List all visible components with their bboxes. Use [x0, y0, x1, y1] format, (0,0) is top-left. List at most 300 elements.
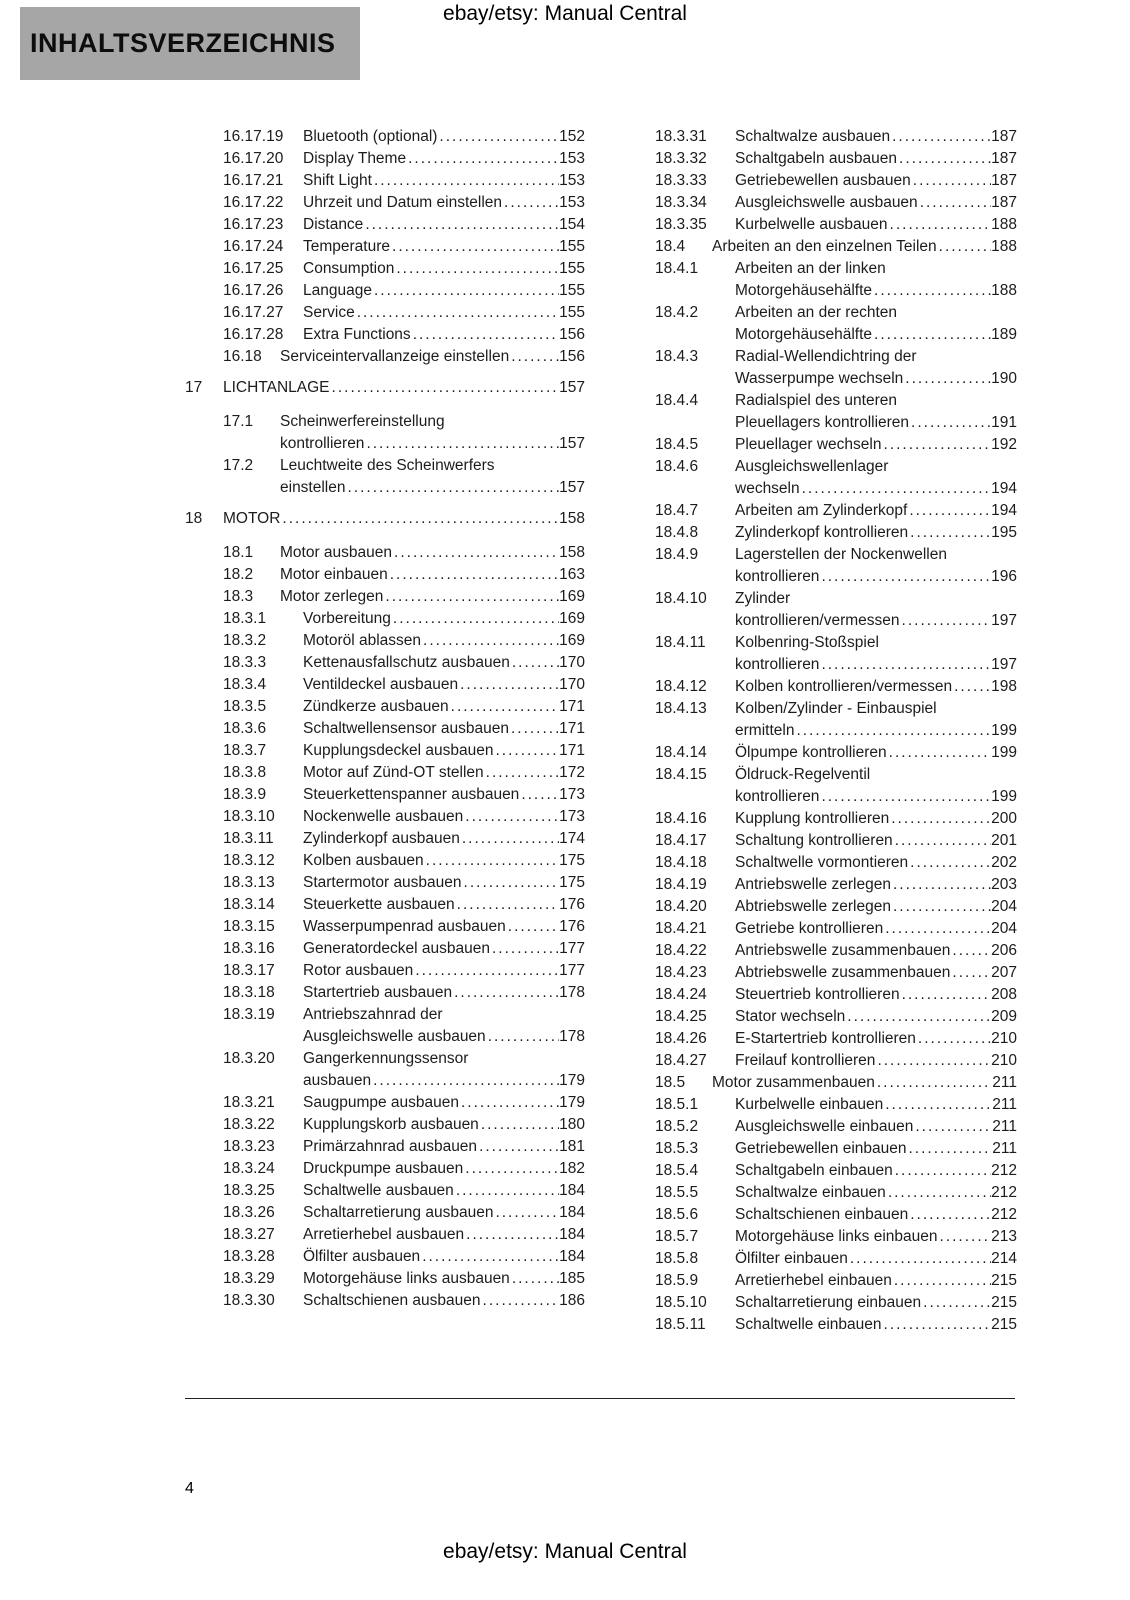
- toc-page-number: 157: [559, 379, 585, 396]
- toc-entry-title: Primärzahnrad ausbauen: [303, 1138, 478, 1155]
- toc-entry: [617, 390, 1017, 434]
- toc-entry: [185, 894, 585, 916]
- toc-entry: [185, 236, 585, 258]
- toc-page-number: 155: [559, 260, 585, 277]
- toc-entry-number: 18.4.15: [655, 766, 707, 783]
- toc-page-number: 199: [991, 744, 1017, 761]
- toc-leader-dots: [890, 126, 991, 148]
- toc-page-number: 214: [991, 1250, 1017, 1267]
- toc-entry-last-line: [735, 1314, 1017, 1336]
- toc-entry-last-line: [735, 1270, 1017, 1292]
- toc-page-number: 156: [559, 326, 585, 343]
- toc-entry-number: 18.3.34: [655, 194, 707, 211]
- toc-entry-last-line: [735, 1116, 1017, 1138]
- toc-entry: [185, 1202, 585, 1224]
- toc-entry-number: 18.3.2: [223, 632, 267, 649]
- toc-entry: [185, 1158, 585, 1180]
- toc-entry: [617, 1094, 1017, 1116]
- toc-page-number: 156: [559, 348, 585, 365]
- toc-page-number: 200: [991, 810, 1017, 827]
- toc-entry: [617, 346, 1017, 390]
- toc-entry-title: Stator wechseln: [735, 1008, 846, 1025]
- toc-entry-number: 18.3.28: [223, 1248, 275, 1265]
- toc-heading-label: INHALTSVERZEICHNIS: [30, 28, 336, 58]
- toc-entry-title: Abtriebswelle zusammenbauen: [735, 964, 951, 981]
- toc-entry-title: Steuerkette ausbauen: [303, 896, 455, 913]
- toc-entry-title-line: Antriebszahnrad der: [303, 1006, 443, 1023]
- toc-entry-last-line: [303, 630, 585, 652]
- toc-entry: [185, 411, 585, 455]
- toc-entry: [617, 852, 1017, 874]
- toc-entry: [185, 1092, 585, 1114]
- toc-entry: [617, 258, 1017, 302]
- toc-leader-dots: [897, 148, 991, 170]
- toc-entry: [617, 1006, 1017, 1028]
- toc-leader-dots: [875, 1050, 991, 1072]
- toc-entry-number: 18.4.11: [655, 634, 706, 651]
- toc-entry-title-line: Ausgleichswellenlager: [735, 458, 889, 475]
- toc-entry-title: Schaltung kontrollieren: [735, 832, 893, 849]
- toc-leader-dots: [916, 1028, 991, 1050]
- toc-entry-title: Steuertrieb kontrollieren: [735, 986, 900, 1003]
- toc-entry-title: Wasserpumpenrad ausbauen: [303, 918, 506, 935]
- toc-entry-last-line: [303, 324, 585, 346]
- toc-entry-title-line: Lagerstellen der Nockenwellen: [735, 546, 947, 563]
- toc-page-number: 199: [991, 722, 1017, 739]
- toc-content: [185, 126, 1017, 1336]
- toc-entry: [185, 1180, 585, 1202]
- toc-column-left: [185, 126, 585, 1336]
- toc-entry-title: Arretierhebel ausbauen: [303, 1226, 465, 1243]
- toc-leader-dots: [918, 192, 991, 214]
- toc-entry-title: kontrollieren: [735, 568, 820, 585]
- toc-entry-title: Shift Light: [303, 172, 372, 189]
- toc-page-number: 184: [559, 1248, 585, 1265]
- toc-entry-number: 18.3.19: [223, 1006, 275, 1023]
- toc-entry-last-line: [223, 377, 585, 399]
- toc-entry-title: Pleuellager wechseln: [735, 436, 882, 453]
- toc-entry-title: Kupplung kontrollieren: [735, 810, 890, 827]
- toc-entry: [617, 544, 1017, 588]
- toc-entry-title: Motor zerlegen: [280, 588, 384, 605]
- toc-entry-last-line: [303, 1070, 585, 1092]
- toc-entry-last-line: [280, 433, 585, 455]
- toc-entry-last-line: [303, 1224, 585, 1246]
- toc-entry-number: 16.17.20: [223, 150, 284, 167]
- toc-entry: [617, 632, 1017, 676]
- toc-entry-last-line: [735, 500, 1017, 522]
- toc-page-number: 194: [991, 502, 1017, 519]
- toc-entry-number: 18.4.13: [655, 700, 707, 717]
- toc-entry-last-line: [735, 1050, 1017, 1072]
- toc-page-number: 187: [991, 128, 1017, 145]
- toc-entry-title: wechseln: [735, 480, 800, 497]
- toc-entry-last-line: [735, 610, 1017, 632]
- toc-entry-title: Motor auf Zünd-OT stellen: [303, 764, 484, 781]
- toc-page-number: 201: [991, 832, 1017, 849]
- toc-leader-dots: [819, 786, 991, 808]
- toc-entry-last-line: [303, 1268, 585, 1290]
- toc-entry: [185, 630, 585, 652]
- toc-leader-dots: [490, 938, 559, 960]
- toc-entry-last-line: [735, 852, 1017, 874]
- toc-entry-last-line: [735, 434, 1017, 456]
- toc-entry: [617, 434, 1017, 456]
- toc-entry: [185, 674, 585, 696]
- toc-entry-number: 18.4.17: [655, 832, 707, 849]
- toc-page-number: 163: [559, 566, 585, 583]
- toc-entry: [185, 258, 585, 280]
- toc-page-number: 187: [991, 194, 1017, 211]
- toc-page-number: 206: [991, 942, 1017, 959]
- toc-leader-dots: [493, 740, 559, 762]
- toc-entry-title: Ausgleichswelle ausbauen: [735, 194, 918, 211]
- toc-page-number: 175: [559, 852, 585, 869]
- toc-leader-dots: [893, 830, 991, 852]
- toc-leader-dots: [891, 896, 991, 918]
- toc-entry-number: 17.2: [223, 457, 254, 474]
- toc-leader-dots: [411, 324, 559, 346]
- toc-entry: [185, 586, 585, 608]
- toc-entry-title: kontrollieren: [735, 656, 820, 673]
- toc-leader-dots: [486, 1026, 559, 1048]
- toc-leader-dots: [819, 566, 991, 588]
- toc-entry-title: MOTOR: [223, 510, 281, 527]
- toc-entry-number: 18.3.15: [223, 918, 275, 935]
- toc-entry: [185, 1268, 585, 1290]
- toc-entry-last-line: [303, 894, 585, 916]
- toc-entry: [185, 324, 585, 346]
- toc-page-number: 179: [559, 1094, 585, 1111]
- toc-entry-last-line: [303, 850, 585, 872]
- toc-entry-last-line: [303, 214, 585, 236]
- toc-entry: [617, 698, 1017, 742]
- toc-leader-dots: [363, 214, 559, 236]
- toc-entry-last-line: [303, 1092, 585, 1114]
- toc-entry-title: Kurbelwelle ausbauen: [735, 216, 888, 233]
- toc-page-number: 211: [992, 1140, 1017, 1157]
- toc-entry: [617, 192, 1017, 214]
- toc-entry-title: Getriebewellen einbauen: [735, 1140, 907, 1157]
- toc-leader-dots: [938, 1226, 992, 1248]
- toc-leader-dots: [460, 828, 559, 850]
- toc-page-number: 215: [991, 1316, 1017, 1333]
- toc-leader-dots: [907, 500, 991, 522]
- toc-page-number: 185: [559, 1270, 585, 1287]
- toc-entry-title: Freilauf kontrollieren: [735, 1052, 876, 1069]
- toc-entry-title-line: Arbeiten an der rechten: [735, 304, 897, 321]
- toc-leader-dots: [372, 280, 559, 302]
- toc-entry-title: Display Theme: [303, 150, 407, 167]
- toc-leader-dots: [913, 1116, 991, 1138]
- toc-page-number: 210: [991, 1052, 1017, 1069]
- toc-page-number: 213: [991, 1228, 1017, 1245]
- toc-entry-title-line: Kolben/Zylinder - Einbauspiel: [735, 700, 937, 717]
- toc-entry-title: Antriebswelle zusammenbauen: [735, 942, 951, 959]
- toc-page-number: 197: [991, 612, 1017, 629]
- toc-page-number: 173: [559, 808, 585, 825]
- toc-entry-number: 18.4.12: [655, 678, 707, 695]
- toc-entry-title: ausbauen: [303, 1072, 372, 1089]
- toc-entry-last-line: [735, 280, 1017, 302]
- toc-leader-dots: [510, 1268, 559, 1290]
- toc-entry-number: 18.3.27: [223, 1226, 275, 1243]
- toc-leader-dots: [371, 1070, 559, 1092]
- toc-entry-last-line: [735, 170, 1017, 192]
- toc-entry-title: Motorgehäuse links einbauen: [735, 1228, 938, 1245]
- toc-entry-title: Zündkerze ausbauen: [303, 698, 449, 715]
- toc-entry: [617, 676, 1017, 698]
- toc-entry-title: Distance: [303, 216, 364, 233]
- toc-entry: [617, 1270, 1017, 1292]
- toc-page-number: 215: [991, 1272, 1017, 1289]
- toc-page-number: 198: [991, 678, 1017, 695]
- toc-entry-title: E-Startertrieb kontrollieren: [735, 1030, 916, 1047]
- toc-entry: [617, 302, 1017, 346]
- toc-page-number: 196: [991, 568, 1017, 585]
- toc-entry-number: 18.3.5: [223, 698, 267, 715]
- toc-entry-number: 18.3.26: [223, 1204, 275, 1221]
- toc-entry-number: 18.4.25: [655, 1008, 707, 1025]
- toc-entry: [185, 170, 585, 192]
- toc-entry-last-line: [735, 214, 1017, 236]
- toc-entry-last-line: [735, 830, 1017, 852]
- toc-page-number: 190: [991, 370, 1017, 387]
- toc-entry: [617, 456, 1017, 500]
- toc-entry-number: 18.3.6: [223, 720, 267, 737]
- toc-page-number: 177: [559, 962, 585, 979]
- toc-entry-number: 18.3: [223, 588, 254, 605]
- toc-entry-number: 18.4.18: [655, 854, 707, 871]
- toc-entry-number: 18.5.8: [655, 1250, 699, 1267]
- toc-entry-number: 18.5.4: [655, 1162, 699, 1179]
- toc-entry-number: 18.3.20: [223, 1050, 275, 1067]
- toc-leader-dots: [346, 477, 560, 499]
- toc-leader-dots: [900, 610, 991, 632]
- toc-entry-number: 18.3.3: [223, 654, 267, 671]
- toc-entry-last-line: [735, 522, 1017, 544]
- toc-entry-number: 18.3.32: [655, 150, 707, 167]
- toc-entry-last-line: [303, 126, 585, 148]
- toc-entry-last-line: [735, 676, 1017, 698]
- toc-leader-dots: [437, 126, 559, 148]
- toc-entry-number: 18.4.27: [655, 1052, 707, 1069]
- toc-entry-number: 18.5.9: [655, 1272, 699, 1289]
- toc-entry-last-line: [712, 1072, 1017, 1094]
- toc-page-number: 179: [559, 1072, 585, 1089]
- toc-entry: [617, 500, 1017, 522]
- toc-entry-last-line: [303, 916, 585, 938]
- toc-leader-dots: [477, 1136, 559, 1158]
- toc-entry-last-line: [303, 1246, 585, 1268]
- toc-entry-title: Schaltgabeln ausbauen: [735, 150, 898, 167]
- toc-entry-number: 18.5.1: [655, 1096, 699, 1113]
- toc-page-number: 211: [992, 1118, 1017, 1135]
- toc-entry: [185, 1290, 585, 1312]
- toc-entry-last-line: [303, 608, 585, 630]
- toc-entry-title: Ausgleichswelle ausbauen: [303, 1028, 486, 1045]
- toc-leader-dots: [908, 522, 991, 544]
- toc-entry-title: Getriebewellen ausbauen: [735, 172, 911, 189]
- toc-entry-last-line: [735, 962, 1017, 984]
- toc-page-number: 187: [991, 150, 1017, 167]
- toc-entry-title: Getriebe kontrollieren: [735, 920, 884, 937]
- toc-entry: [185, 762, 585, 784]
- toc-entry-last-line: [303, 762, 585, 784]
- toc-entry: [185, 1246, 585, 1268]
- toc-entry-last-line: [303, 718, 585, 740]
- toc-leader-dots: [903, 368, 991, 390]
- toc-entry-title: ermitteln: [735, 722, 795, 739]
- toc-page-number: 202: [991, 854, 1017, 871]
- toc-leader-dots: [464, 1224, 559, 1246]
- toc-page-number: 158: [559, 544, 585, 561]
- toc-leader-dots: [390, 236, 559, 258]
- toc-page-number: 203: [991, 876, 1017, 893]
- toc-entry: [617, 874, 1017, 896]
- toc-page-number: 169: [559, 588, 585, 605]
- toc-entry-title: Arbeiten an den einzelnen Teilen: [712, 238, 937, 255]
- toc-entry-last-line: [303, 982, 585, 1004]
- toc-entry-number: 18.3.30: [223, 1292, 275, 1309]
- toc-leader-dots: [421, 630, 559, 652]
- toc-page-number: 184: [559, 1182, 585, 1199]
- toc-entry: [185, 302, 585, 324]
- toc-entry: [185, 916, 585, 938]
- toc-entry-number: 18.3.17: [223, 962, 275, 979]
- toc-entry: [185, 508, 585, 530]
- toc-entry: [185, 850, 585, 872]
- toc-page-number: 158: [559, 510, 585, 527]
- toc-leader-dots: [463, 806, 559, 828]
- toc-entry-number: 16.17.24: [223, 238, 284, 255]
- toc-entry-title: Kolben ausbauen: [303, 852, 424, 869]
- toc-entry-number: 18.5.11: [655, 1316, 706, 1333]
- toc-entry-number: 16.17.19: [223, 128, 284, 145]
- toc-entry-last-line: [303, 652, 585, 674]
- toc-leader-dots: [510, 652, 559, 674]
- toc-entry-number: 16.17.25: [223, 260, 284, 277]
- toc-entry-last-line: [735, 148, 1017, 170]
- toc-entry-last-line: [735, 1138, 1017, 1160]
- toc-entry-last-line: [735, 720, 1017, 742]
- toc-leader-dots: [449, 696, 559, 718]
- toc-leader-dots: [794, 720, 991, 742]
- toc-page-number: 173: [559, 786, 585, 803]
- toc-entry-title: Motor ausbauen: [280, 544, 393, 561]
- toc-entry-number: 18.4.8: [655, 524, 699, 541]
- toc-entry-title: Motor einbauen: [280, 566, 388, 583]
- toc-leader-dots: [887, 742, 991, 764]
- toc-leader-dots: [463, 1158, 559, 1180]
- toc-entry-title: Abtriebswelle zerlegen: [735, 898, 891, 915]
- toc-entry: [185, 1048, 585, 1092]
- toc-entry-last-line: [735, 808, 1017, 830]
- toc-page-number: 153: [559, 172, 585, 189]
- toc-entry-title: Schaltarretierung ausbauen: [303, 1204, 494, 1221]
- toc-page-number: 195: [991, 524, 1017, 541]
- toc-entry: [185, 1004, 585, 1048]
- toc-entry-number: 18.3.22: [223, 1116, 275, 1133]
- toc-entry: [617, 1292, 1017, 1314]
- toc-leader-dots: [420, 1246, 559, 1268]
- toc-entry-title-line: Arbeiten an der linken: [735, 260, 886, 277]
- toc-leader-dots: [845, 1006, 991, 1028]
- toc-page-number: 153: [559, 194, 585, 211]
- toc-entry: [617, 148, 1017, 170]
- toc-entry-last-line: [303, 170, 585, 192]
- toc-entry-last-line: [735, 918, 1017, 940]
- toc-entry-title: Wasserpumpe wechseln: [735, 370, 904, 387]
- toc-entry-number: 18.4.22: [655, 942, 707, 959]
- toc-entry-title: LICHTANLAGE: [223, 379, 330, 396]
- toc-entry-number: 17.1: [223, 413, 254, 430]
- toc-entry-last-line: [280, 477, 585, 499]
- toc-entry-last-line: [735, 478, 1017, 500]
- toc-entry: [185, 126, 585, 148]
- toc-entry-number: 18.3.4: [223, 676, 267, 693]
- toc-leader-dots: [889, 808, 991, 830]
- toc-page-number: 212: [991, 1162, 1017, 1179]
- toc-entry-number: 18.5.2: [655, 1118, 699, 1135]
- toc-entry-title: Ölfilter einbauen: [735, 1250, 848, 1267]
- toc-entry-title: kontrollieren: [735, 788, 820, 805]
- toc-entry-number: 16.17.27: [223, 304, 284, 321]
- toc-page-number: 178: [559, 984, 585, 1001]
- toc-leader-dots: [388, 564, 559, 586]
- toc-entry-title: kontrollieren: [280, 435, 365, 452]
- toc-leader-dots: [848, 1248, 991, 1270]
- toc-entry-number: 18.2: [223, 566, 254, 583]
- toc-entry-last-line: [303, 258, 585, 280]
- toc-entry-number: 18.4.26: [655, 1030, 707, 1047]
- toc-leader-dots: [509, 718, 559, 740]
- toc-entry: [617, 918, 1017, 940]
- toc-entry-title: Ventildeckel ausbauen: [303, 676, 459, 693]
- toc-entry-number: 18.4.4: [655, 392, 699, 409]
- toc-entry-number: 18.3.14: [223, 896, 275, 913]
- toc-entry-number: 16.17.28: [223, 326, 284, 343]
- toc-entry-last-line: [712, 236, 1017, 258]
- toc-entry-last-line: [303, 828, 585, 850]
- toc-entry-number: 18.4.24: [655, 986, 707, 1003]
- toc-leader-dots: [882, 1314, 992, 1336]
- toc-entry: [617, 1050, 1017, 1072]
- toc-leader-dots: [906, 1138, 991, 1160]
- toc-entry: [185, 1224, 585, 1246]
- toc-entry-last-line: [735, 412, 1017, 434]
- toc-entry-last-line: [280, 346, 585, 368]
- toc-leader-dots: [881, 434, 991, 456]
- toc-entry-title: Arretierhebel einbauen: [735, 1272, 892, 1289]
- toc-entry-title: Schaltwalze ausbauen: [735, 128, 891, 145]
- toc-entry-title: Zylinderkopf kontrollieren: [735, 524, 909, 541]
- toc-entry-number: 18.4.1: [655, 260, 699, 277]
- toc-leader-dots: [921, 1292, 991, 1314]
- toc-entry-title-line: Radialspiel des unteren: [735, 392, 897, 409]
- toc-page-number: 155: [559, 282, 585, 299]
- toc-page-number: 175: [559, 874, 585, 891]
- toc-heading-box: [20, 7, 360, 80]
- toc-entry: [185, 828, 585, 850]
- toc-entry-title-line: Kolbenring-Stoßspiel: [735, 634, 879, 651]
- toc-entry: [617, 1226, 1017, 1248]
- toc-entry-title: Uhrzeit und Datum einstellen: [303, 194, 503, 211]
- toc-leader-dots: [891, 874, 991, 896]
- toc-leader-dots: [509, 346, 559, 368]
- toc-entry: [617, 1072, 1017, 1094]
- toc-entry-last-line: [303, 960, 585, 982]
